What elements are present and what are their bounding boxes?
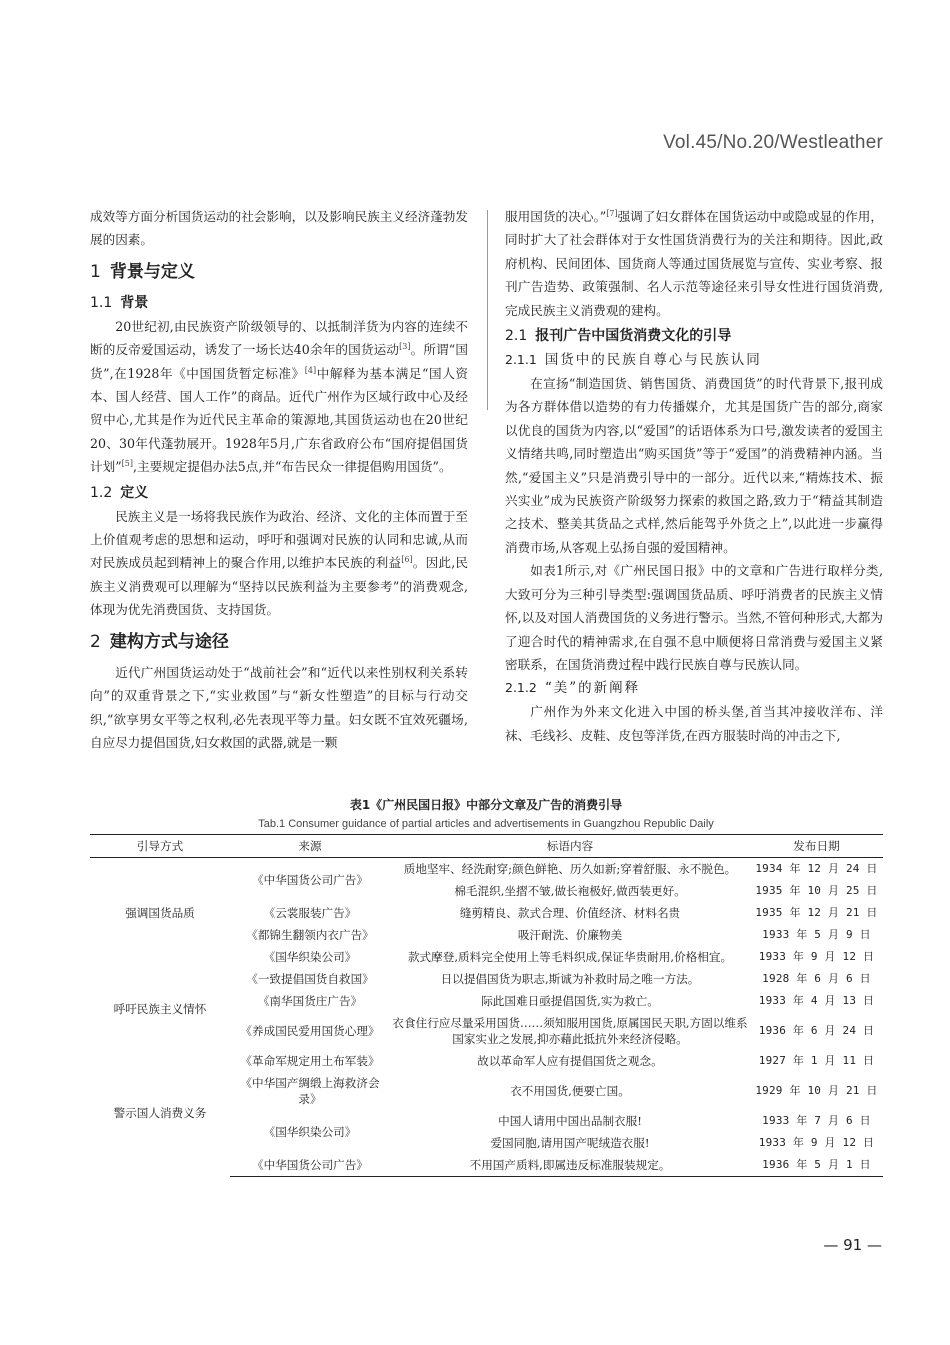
slogan-cell: 衣食住行应尽量采用国货……须知服用国货,原属国民天职,方固以维系国家实业之发展,抑亦藉此抵抗外来经济侵略。 bbox=[392, 1016, 748, 1046]
reference-mark: [4] bbox=[304, 365, 317, 375]
right-column bbox=[505, 205, 883, 747]
slogan-cell: 衣不用国货,便要亡国。 bbox=[510, 1084, 630, 1098]
slogan-cell: 缝剪精良、款式合理、价值经济、材料名贵 bbox=[459, 906, 681, 920]
table-row bbox=[90, 858, 883, 881]
reference-mark: [6] bbox=[401, 555, 413, 565]
left-column bbox=[90, 205, 468, 754]
slogan-cell: 吸汗耐洗、价廉物美 bbox=[517, 928, 623, 942]
paragraph: 服用国货的决心。”[7]强调了妇女群体在国货运动中或隐或显的作用，同时扩大了社会群体对于女性国货消费行为的关注和期待。因此,政府机构、民间团体、国货商人等通过国货展览与宣传、实业考察、报刊广告造势、政策强制、名人示范等途径来引导女性进行国货消费,完成民族主义消费观的建构。 bbox=[505, 208, 884, 318]
page-number: — 91 — bbox=[823, 1236, 882, 1254]
date-cell: 1933 年 9 月 12 日 bbox=[758, 950, 875, 963]
date-cell: 1934 年 12 月 24 日 bbox=[755, 862, 878, 875]
subsubsection-heading-2-1-2: 2.1.2 “美”的新阐释 bbox=[505, 680, 641, 697]
reference-mark: [3] bbox=[399, 342, 411, 352]
source-cell: 《云裳服装广告》 bbox=[263, 906, 357, 920]
table-row bbox=[90, 1050, 883, 1072]
slogan-cell: 爱国同胞,请用国产呢绒造衣服! bbox=[490, 1136, 650, 1150]
table-caption-chinese: 表1《广州民国日报》中部分文章及广告的消费引导 bbox=[349, 798, 623, 812]
source-cell: 《中华国货公司广告》 bbox=[230, 1154, 390, 1177]
table-caption bbox=[90, 796, 882, 833]
slogan-cell: 故以革命军人应有提倡国货之观念。 bbox=[477, 1054, 663, 1068]
paragraph-table-intro: 如表1所示,对《广州民国日报》中的文章和广告进行取样分类,大致可分为三种引导类型:强调国货品质、呼吁消费者的民族主义情怀,以及对国人消费国货的义务进行警示。当然,不管何种形式,大都为了迎合时代的精神需求,在自强不息中顺便将日常消费与爱国主义紧密联系，在国货消费过程中践行民族自尊与民族认同。 bbox=[505, 563, 883, 672]
source-cell: 《都锦生翻领内衣广告》 bbox=[246, 928, 374, 942]
source-cell: 《一致提倡国货自救国》 bbox=[246, 972, 374, 986]
date-cell: 1929 年 10 月 21 日 bbox=[755, 1084, 878, 1097]
paragraph-definition: 民族主义是一场将我民族作为政治、经济、文化的主体而置于至上价值观考虑的思想和运动，呼吁和强调对民族的认同和忠诚,从而对民族成员起到精神上的聚合作用,以维护本民族的利益[6]。因此,民族主义消费观可以理解为“坚持以民族利益为主要参考”的消费观念,体现为优先消费国货、支持国货。 bbox=[90, 508, 468, 618]
subsection-heading-1-1: 1.1 背景 bbox=[90, 294, 149, 311]
journal-header: Vol.45/No.20/Westleather bbox=[663, 132, 883, 153]
slogan-cell: 不用国产质料,即属违反标准服装规定。 bbox=[390, 1154, 750, 1177]
header-date: 发布日期 bbox=[750, 835, 883, 858]
date-cell: 1927 年 1 月 11 日 bbox=[758, 1054, 875, 1067]
slogan-cell: 日以提倡国货为职志,斯诚为补救时局之唯一方法。 bbox=[440, 972, 700, 986]
slogan-cell: 款式摩登,质料完全使用上等毛料织成,保证华贵耐用,价格相宜。 bbox=[407, 950, 733, 964]
date-cell: 1936 年 6 月 24 日 bbox=[758, 1024, 875, 1037]
source-cell: 《养成国民爱用国货心理》 bbox=[240, 1024, 380, 1038]
paragraph-background: 20世纪初,由民族资产阶级领导的、以抵制洋货为内容的连续不断的反帝爱国运动，诱发了一场长达40余年的国货运动[3]。所谓“国货”,在1928年《中国国货暂定标准》[4]中解释为基本满足“国人资本、国人经营、国人工作”的商品。近代广州作为区域行政中心及经贸中心,尤其是作为近代民主革命的策源地,其国货运动也在20世纪20、30年代蓬勃展开。1928年5月,广东省政府公布“国府提倡国货计划”[5],主要规定提倡办法5点,并“布告民众一律提倡购用国货”。 bbox=[90, 318, 468, 475]
column-divider bbox=[487, 210, 488, 410]
category-cell: 警示国人消费义务 bbox=[113, 1106, 207, 1121]
header-slogan: 标语内容 bbox=[390, 835, 750, 858]
subsubsection-heading-2-1-1: 2.1.1 国货中的民族自尊心与民族认同 bbox=[505, 352, 762, 369]
category-cell: 呼吁民族主义情怀 bbox=[113, 1002, 207, 1016]
header-source: 来源 bbox=[230, 835, 390, 858]
header-guidance-type: 引导方式 bbox=[90, 835, 230, 858]
source-cell: 《南华国货庄广告》 bbox=[257, 994, 363, 1008]
paragraph: 成效等方面分析国货运动的社会影响，以及影响民族主义经济蓬勃发展的因素。 bbox=[90, 209, 468, 248]
date-cell: 1935 年 12 月 21 日 bbox=[755, 906, 878, 919]
section-heading-1: 1 背景与定义 bbox=[90, 261, 195, 282]
source-cell: 《国华织染公司》 bbox=[263, 1125, 357, 1139]
category-cell: 强调国货品质 bbox=[125, 906, 195, 920]
table-header-row bbox=[90, 835, 883, 858]
slogan-cell: 棉毛混织,坐摺不皱,做长袍极好,做西装更好。 bbox=[454, 884, 686, 898]
source-cell: 《中华国货公司广告》 bbox=[252, 873, 368, 887]
reference-mark: [5] bbox=[121, 459, 133, 469]
source-cell: 《中华国产绸缎上海救济会录》 bbox=[240, 1076, 380, 1106]
date-cell: 1928 年 6 月 6 日 bbox=[762, 972, 871, 985]
date-cell: 1936 年 5 月 1 日 bbox=[750, 1154, 883, 1177]
slogan-cell: 中国人请用中国出品制衣服! bbox=[498, 1114, 642, 1128]
date-cell: 1933 年 7 月 6 日 bbox=[762, 1114, 871, 1127]
slogan-cell: 际此国难日亟提倡国货,实为救亡。 bbox=[481, 994, 659, 1008]
paragraph-construction: 近代广州国货运动处于“战前社会”和“近代以来性别权利关系转向”的双重背景之下,“实业救国”与“新女性塑造”的目标与行动交织,“欲享男女平等之权利,必先表现平等力量。妇女既不宜效死疆场,自应尽力提倡国货,妇女救国的武器,就是一颗 bbox=[90, 664, 468, 750]
consumer-guidance-table bbox=[90, 834, 883, 1177]
source-cell: 《国华织染公司》 bbox=[263, 950, 357, 964]
source-cell: 《革命军规定用土布军装》 bbox=[240, 1054, 380, 1068]
paragraph-beauty: 广州作为外来文化进入中国的桥头堡,首当其冲接收洋布、洋袜、毛线衫、皮鞋、皮包等洋货,在西方服装时尚的冲击之下, bbox=[505, 704, 883, 743]
date-cell: 1933 年 4 月 13 日 bbox=[758, 994, 875, 1007]
section-heading-2: 2 建构方式与途径 bbox=[90, 631, 229, 652]
table-caption-english: Tab.1 Consumer guidance of partial articles and advertisements in Guangzhou Republic Daily bbox=[258, 818, 714, 830]
subsection-heading-2-1: 2.1 报刊广告中国货消费文化的引导 bbox=[505, 328, 732, 345]
table-row bbox=[90, 968, 883, 990]
date-cell: 1933 年 5 月 9 日 bbox=[762, 928, 871, 941]
reference-mark: [7] bbox=[606, 208, 618, 218]
date-cell: 1935 年 10 月 25 日 bbox=[755, 884, 878, 897]
slogan-cell: 质地坚牢、经洗耐穿;颜色鲜艳、历久如新;穿着舒服、永不脱色。 bbox=[403, 862, 737, 876]
paragraph-national-pride: 在宣扬“制造国货、销售国货、消费国货”的时代背景下,报刊成为各方群体借以造势的有力传播媒介，尤其是国货广告的部分,商家以优良的国货为内容,以“爱国”的话语体系为口号,激发读者的爱国主义情绪共鸣,同时塑造出“购买国货”等于“爱国”的消费精神内涵。当然,“爱国主义”只是消费引导中的一部分。近代以来,“精炼技术、振兴实业”成为民族资产阶级努力探索的救国之路,致力于“精益其制造之技术、整美其货品之式样,然后能驾乎外货之上”,以此进一步赢得消费市场,从客观上弘扬自强的爱国精神。 bbox=[505, 376, 883, 555]
date-cell: 1933 年 9 月 12 日 bbox=[758, 1136, 875, 1149]
subsection-heading-1-2: 1.2 定义 bbox=[90, 484, 149, 501]
